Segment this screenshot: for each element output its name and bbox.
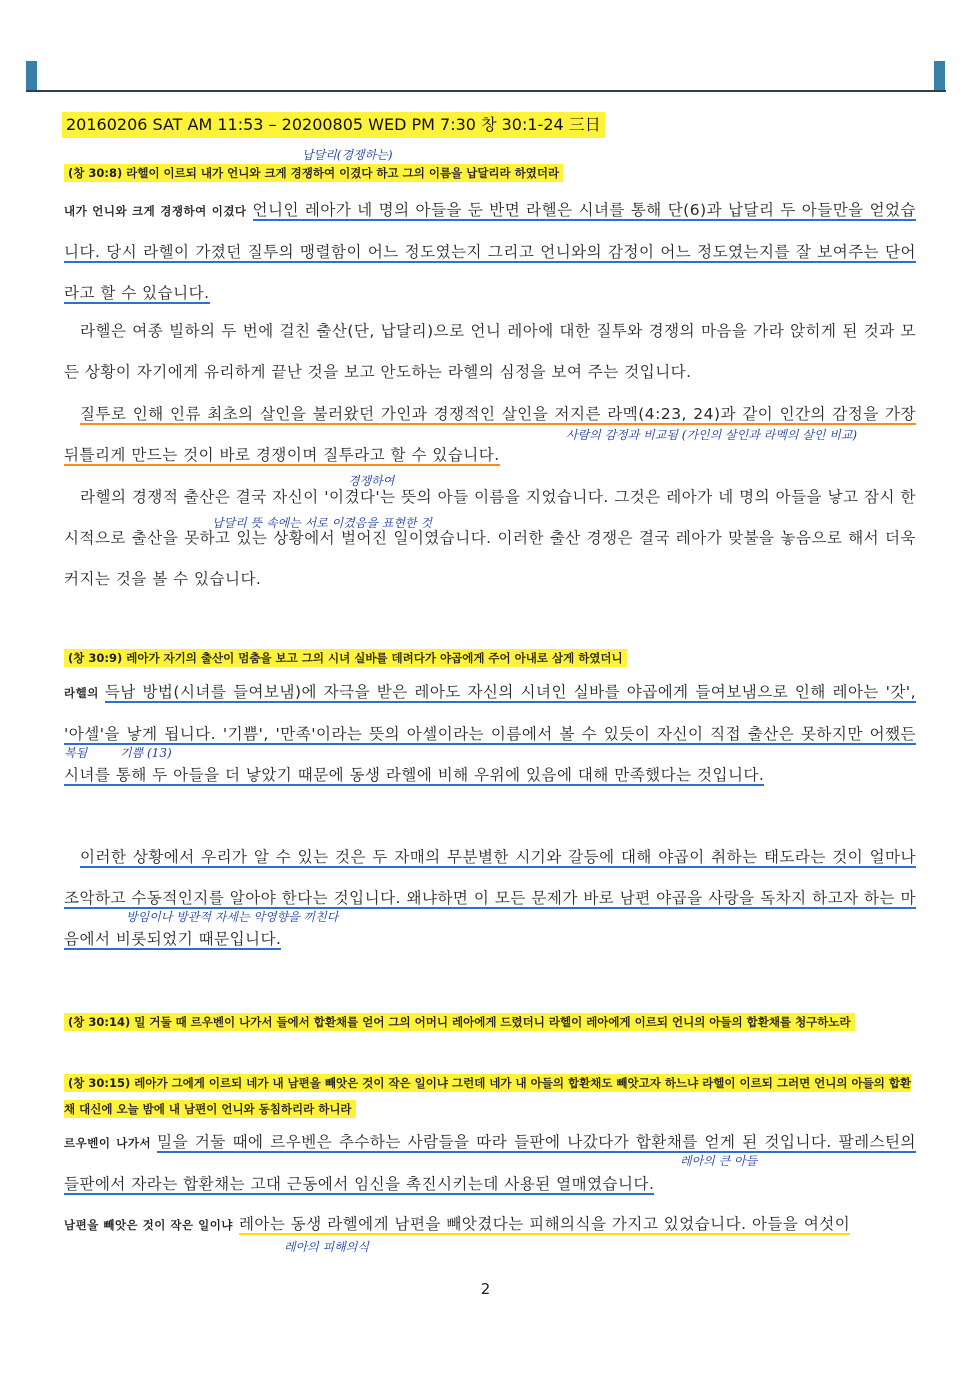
- handnote-naphtali-meaning: 납달리 뜻 속에는 서로 이겼음을 표현한 것: [212, 516, 432, 530]
- handnote-passive-attitude: 방임이나 방관적 자세는 악영향을 끼친다: [126, 910, 339, 924]
- paragraph-1-4-text: 라헬의 경쟁적 출산은 결국 자신이 '이겼다'는 뜻의 아들 이름을 지었습니다. 그것은 레아가 네 명의 아들을 낳고 잠시 한시적으로 출산을 못하고 있는 상황에서 벌어진 일이였습니다. 이러한 출산 경쟁은 결국 레아가 맞불을 놓음으로 해서 더욱 커지는 것을 볼 수 있습니다.: [64, 488, 916, 588]
- date-reference-header: 20160206 SAT AM 11:53 – 20200805 WED PM 7:30 창 30:1-24 三日: [62, 112, 605, 138]
- paragraph-3-2-lead: 남편을 빼앗은 것이 작은 일이냐: [64, 1218, 233, 1232]
- paragraph-2-2: [64, 837, 916, 960]
- verse-30-14: [64, 1009, 916, 1035]
- verse-30-8-text: (창 30:8) 라헬이 이르되 내가 언니와 크게 경쟁하여 이겼다 하고 그의 이름을 납달리라 하였더라: [64, 164, 563, 182]
- paragraph-3-1: [64, 1122, 916, 1205]
- paragraph-3-1-lead: 르우벤이 나가서: [64, 1136, 152, 1150]
- paragraph-2-1: [64, 672, 916, 796]
- paragraph-1-1-lead: 내가 언니와 크게 경쟁하여 이겼다: [64, 204, 247, 218]
- verse-30-9: [64, 648, 627, 668]
- handnote-leah-son: 레아의 큰 아들: [680, 1154, 758, 1168]
- handnote-compare-emotions: 사람의 감정과 비교됨 (가인의 살인과 라멕의 살인 비교): [566, 428, 858, 442]
- verse-30-8: [64, 163, 563, 183]
- left-blue-tab: [26, 61, 37, 91]
- paragraph-2-2-text: 이러한 상황에서 우리가 알 수 있는 것은 두 자매의 무분별한 시기와 갈등에 대해 야곱이 취하는 태도라는 것이 얼마나 조악하고 수동적인지를 알아야 한다는 것입니다. 왜냐하면 이 모든 문제가 바로 남편 야곱을 사랑을 독차지 하고자 하는 마음에서 비롯되었기 때문입니다.: [64, 848, 916, 948]
- paragraph-2-1-lead: 라헬의: [64, 686, 99, 700]
- verse-30-15-text: (창 30:15) 레아가 그에게 이르되 네가 내 남편을 빼앗은 것이 작은 일이냐 그런데 네가 내 아들의 합환채도 빼앗고자 하느냐 라헬이 이르되 그러면 언니의 아들의 합환채 대신에 오늘 밤에 내 남편이 언니와 동침하리라 하니라: [64, 1076, 912, 1116]
- verse-30-9-text: (창 30:9) 레아가 자기의 출산이 멈춤을 보고 그의 시녀 실바를 데려다가 야곱에게 주어 아내로 삼게 하였더니: [64, 649, 627, 667]
- paragraph-3-1-text: 밀을 거둘 때에 르우벤은 추수하는 사람들을 따라 들판에 나갔다가 합환채를 얻게 된 것입니다. 팔레스틴의 들판에서 자라는 합환채는 고대 근동에서 임신을 촉진시키는데 사용된 열매였습니다.: [64, 1133, 916, 1193]
- handnote-joy: 기쁨 (13): [120, 746, 172, 760]
- handnote-leah-victim: 레아의 피해의식: [284, 1240, 369, 1254]
- paragraph-1-1-text: 언니인 레아가 네 명의 아들을 둔 반면 라헬은 시녀를 통해 단(6)과 납달리 두 아들만을 얻었습니다. 당시 라헬이 가졌던 질투의 맹렬함이 어느 정도였는지 그리고 언니와의 감정이 어느 정도였는지를 잘 보여주는 단어라고 할 수 있습니다.: [64, 201, 916, 302]
- paragraph-1-4: [64, 477, 916, 600]
- right-blue-tab: [934, 61, 945, 91]
- paragraph-2-1-text: 득남 방법(시녀를 들여보냄)에 자극을 받은 레아도 자신의 시녀인 실바를 야곱에게 들여보냄으로 인해 레아는 '갓', '아셀'을 낳게 됩니다. '기쁨', '만족'이라는 뜻의 아셀이라는 이름에서 볼 수 있듯이 자신이 직접 출산은 못하지만 어쨌든 시녀를 통해 두 아들을 더 낳았기 때문에 동생 라헬에 비해 우위에 있음에 대해 만족했다는 것입니다.: [64, 683, 916, 784]
- verse-30-14-text: (창 30:14) 밀 거둘 때 르우벤이 나가서 들에서 합환채를 얻어 그의 어머니 레아에게 드렸더니 라헬이 레아에게 이르되 언니의 아들의 합환채를 청구하노라: [64, 1013, 855, 1031]
- paragraph-1-2: [64, 311, 916, 393]
- paragraph-1-1: [64, 190, 916, 314]
- handnote-naphtali: 납달리(경쟁하는): [302, 148, 393, 162]
- paragraph-1-3-text: 질투로 인해 인류 최초의 살인을 불러왔던 가인과 경쟁적인 살인을 저지른 라멕(4:23, 24)과 같이 인간의 감정을 가장 뒤틀리게 만드는 것이 바로 경쟁이며 질투라고 할 수 있습니다.: [64, 405, 916, 464]
- handnote-competing: 경쟁하여: [348, 474, 395, 488]
- paragraph-3-2: [64, 1204, 916, 1246]
- paragraph-1-2-text: 라헬은 여종 빌하의 두 번에 걸친 출산(단, 납달리)으로 언니 레아에 대한 질투와 경쟁의 마음을 가라 앉히게 된 것과 모든 상황이 자기에게 유리하게 끝난 것을 보고 안도하는 라헬의 심정을 보여 주는 것입니다.: [64, 322, 916, 381]
- header-rule: [26, 90, 946, 92]
- page-number: 2: [480, 1280, 491, 1298]
- paragraph-3-2-text: 레아는 동생 라헬에게 남편을 빼앗겼다는 피해의식을 가지고 있었습니다. 아들을 여섯이: [238, 1215, 851, 1233]
- verse-30-15: [64, 1070, 916, 1122]
- handnote-fortune: 복됨: [64, 746, 88, 760]
